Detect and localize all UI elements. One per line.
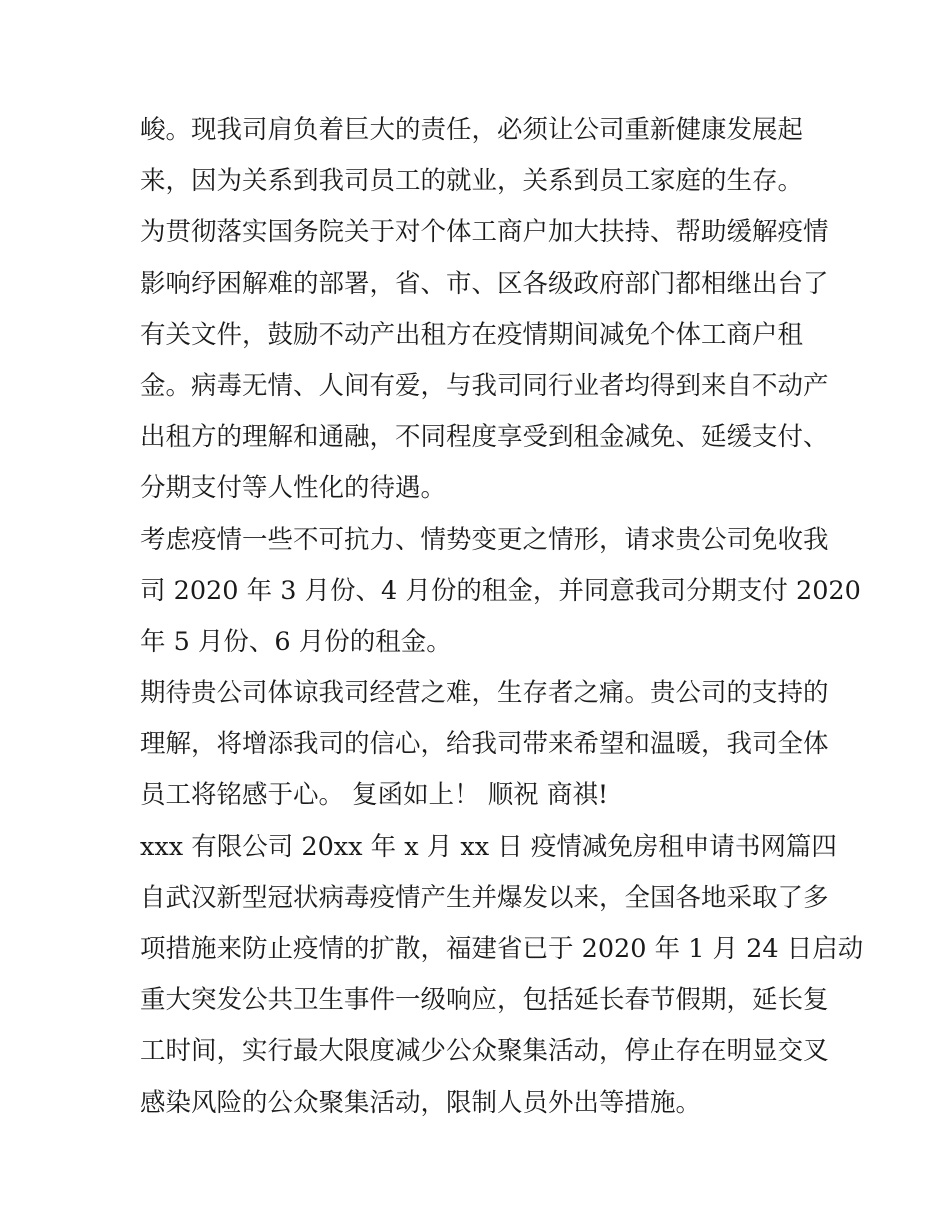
text-line: 重大突发公共卫生事件一级响应，包括延长春节假期，延长复 (140, 985, 829, 1016)
text-line: 考虑疫情一些不可抗力、情势变更之情形，请求贵公司免收我 (140, 524, 829, 555)
text-line: 员工将铭感于心。 复函如上！ 顺祝 商祺! (140, 780, 609, 811)
text-line: 来，因为关系到我司员工的就业，关系到员工家庭的生存。 (140, 166, 804, 197)
text-line: 为贯彻落实国务院关于对个体工商户加大扶持、帮助缓解疫情 (140, 217, 829, 248)
text-line: 出租方的理解和通融，不同程度享受到租金减免、延缓支付、 (140, 422, 829, 453)
text-line: 分期支付等人性化的待遇。 (140, 473, 447, 504)
text-line: 工时间，实行最大限度减少公众聚集活动，停止存在明显交叉 (140, 1036, 829, 1067)
text-line: 峻。现我司肩负着巨大的责任，必须让公司重新健康发展起 (140, 115, 804, 145)
text-line: 有关文件，鼓励不动产出租方在疫情期间减免个体工商户租 (140, 319, 804, 350)
text-line: 项措施来防止疫情的扩散，福建省已于 2020 年 1 月 24 日启动 (140, 934, 864, 964)
text-line: xxx 有限公司 20xx 年 x 月 xx 日 疫情减免房租申请书网篇四 (140, 831, 837, 862)
text-line: 期待贵公司体谅我司经营之难，生存者之痛。贵公司的支持的 (140, 678, 829, 709)
document-body (140, 105, 864, 1129)
text-line: 感染风险的公众聚集活动，限制人员外出等措施。 (140, 1087, 702, 1118)
text-line: 年 5 月份、6 月份的租金。 (140, 626, 452, 657)
text-line: 影响纾困解难的部署，省、市、区各级政府部门都相继出台了 (140, 268, 829, 299)
text-line: 金。病毒无情、人间有爱，与我司同行业者均得到来自不动产 (140, 370, 829, 401)
text-line: 自武汉新型冠状病毒疫情产生并爆发以来，全国各地采取了多 (140, 882, 829, 913)
text-line: 司 2020 年 3 月份、4 月份的租金，并同意我司分期支付 2020 (140, 575, 861, 606)
text-line: 理解，将增添我司的信心，给我司带来希望和温暖，我司全体 (140, 729, 829, 760)
